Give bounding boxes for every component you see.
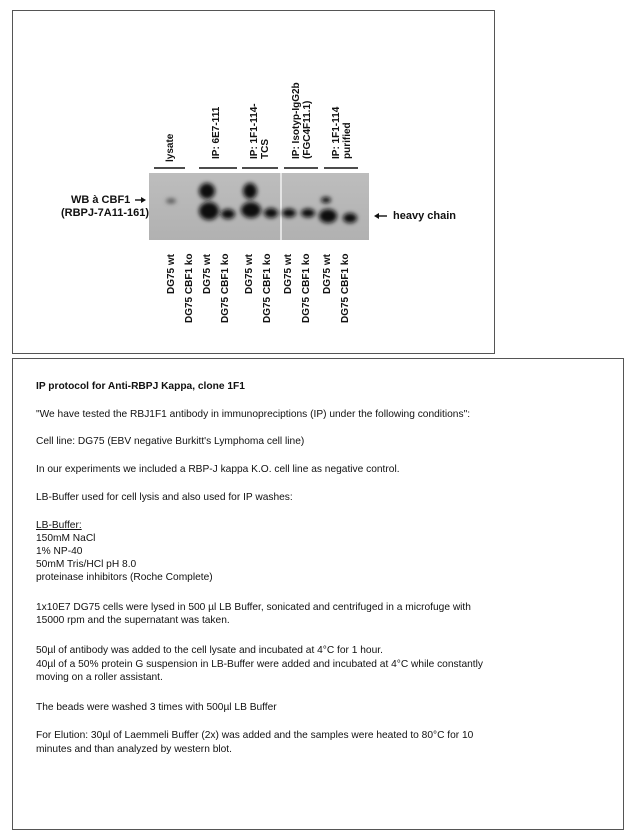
band (343, 213, 357, 223)
protocol-protein-g-line1: 40µl of a 50% protein G suspension in LB-Buffer were added and incubated at 4°C while constantly (36, 659, 483, 670)
group-label-line: (FGC4F11.1) (302, 100, 313, 159)
group-label-line: TCS (260, 139, 271, 159)
protocol-cell-line: Cell line: DG75 (EBV negative Burkitt's Lymphoma cell line) (36, 436, 305, 447)
wb-label-line1: WB à CBF1 (71, 194, 131, 206)
band (282, 209, 296, 218)
band (199, 183, 215, 199)
group-label-line: IP: 6E7-111 (211, 106, 222, 159)
protocol-title: IP protocol for Anti-RBPJ Kappa, clone 1F1 (36, 381, 245, 392)
group-label-line: purified (342, 122, 353, 159)
group-label-1f1-purified (331, 107, 353, 159)
lane-label: DG75 wt (244, 253, 255, 294)
group-label-line: IP: Isotyp-IgG2b (291, 82, 302, 159)
lb-buffer-item: 1% NP-40 (36, 546, 83, 557)
group-label-ip-6e7 (211, 107, 222, 159)
protocol-protein-g-line2: moving on a roller assistant. (36, 672, 163, 683)
group-label-isotype (291, 82, 313, 159)
lb-buffer-item: proteinase inhibitors (Roche Complete) (36, 572, 213, 583)
group-label-line: lysate (165, 133, 176, 162)
lane-label: DG75 CBF1 ko (220, 253, 231, 323)
group-label-line: IP: 1F1-114- (249, 103, 260, 159)
lane-label: DG75 CBF1 ko (262, 253, 273, 323)
lane-label: DG75 wt (322, 253, 333, 294)
lane-label: DG75 CBF1 ko (301, 253, 312, 323)
group-label-ip-1f1-tcs (249, 103, 271, 159)
group-label-lysate (165, 134, 176, 162)
band (243, 183, 257, 199)
lane-label: DG75 CBF1 ko (184, 253, 195, 323)
lane-label: DG75 wt (283, 253, 294, 294)
lb-buffer-item: 50mM Tris/HCl pH 8.0 (36, 559, 137, 570)
western-blot-figure (12, 10, 495, 354)
protocol-elution-line2: minutes and than analyzed by western blot. (36, 744, 232, 755)
protocol-elution-line1: For Elution: 30µl of Laemmeli Buffer (2x) was added and the samples were heated to 80°C for 10 (36, 730, 474, 741)
ip-protocol-panel (12, 358, 624, 830)
band (264, 208, 278, 218)
gel-image (13, 11, 496, 355)
protocol-wash: The beads were washed 3 times with 500µl LB Buffer (36, 702, 277, 713)
heavy-chain-label: heavy chain (393, 210, 456, 222)
band (199, 202, 219, 220)
protocol-lysis-line1: 1x10E7 DG75 cells were lysed in 500 µl LB Buffer, sonicated and centrifuged in a microfuge with (36, 602, 471, 613)
group-label-line: IP: 1F1-114 (331, 106, 342, 159)
protocol-lb-used: LB-Buffer used for cell lysis and also used for IP washes: (36, 492, 293, 503)
lb-buffer-heading: LB-Buffer: (36, 520, 82, 531)
lane-label: DG75 wt (166, 253, 177, 294)
wb-label (61, 194, 149, 220)
protocol-experiments: In our experiments we included a RBP-J kappa K.O. cell line as negative control. (36, 464, 400, 475)
lane-label: DG75 CBF1 ko (340, 253, 351, 323)
wb-label-line2: (RBPJ-7A11-161) (61, 207, 150, 219)
band (321, 197, 331, 203)
lb-buffer-item: 150mM NaCl (36, 533, 96, 544)
protocol-intro: "We have tested the RBJ1F1 antibody in immunopreciptions (IP) under the following conditions": (36, 409, 471, 420)
band (301, 209, 315, 218)
protocol-lysis-line2: 15000 rpm and the supernatant was taken. (36, 615, 230, 626)
protocol-antibody: 50µl of antibody was added to the cell lysate and incubated at 4°C for 1 hour. (36, 645, 383, 656)
band (166, 199, 176, 204)
band (241, 202, 261, 218)
arrow-left-icon (374, 213, 387, 219)
band (319, 209, 337, 223)
band (221, 209, 235, 219)
lane-label: DG75 wt (202, 253, 213, 294)
